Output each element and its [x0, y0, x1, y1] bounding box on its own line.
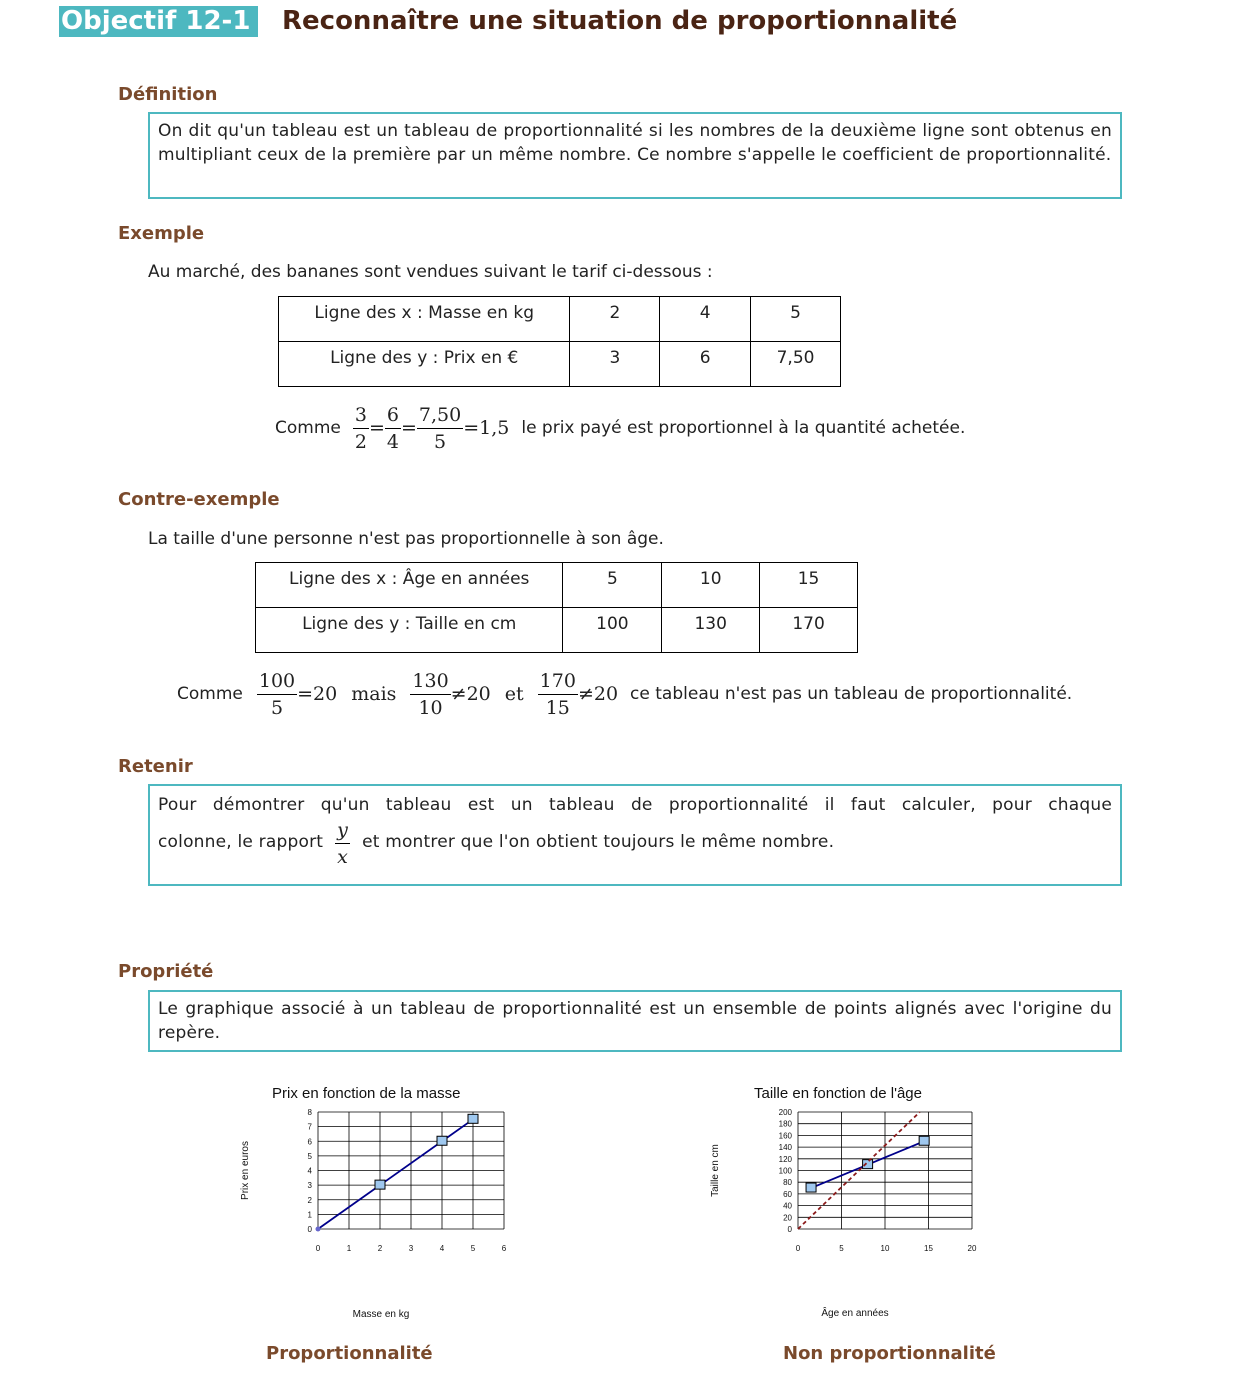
retain-text-2b: et montrer que l'on obtient toujours le même nombre. — [362, 832, 835, 853]
counter-table — [255, 562, 858, 653]
y-tick-label: 40 — [783, 1201, 792, 1211]
property-box — [148, 990, 1122, 1052]
x-tick-label: 5 — [470, 1244, 476, 1253]
y-axis-label: Taille en cm — [710, 1144, 721, 1197]
y-tick-label: 0 — [307, 1225, 312, 1234]
y-axis-label: Prix en euros — [240, 1141, 251, 1200]
definition-heading: Définition — [118, 84, 218, 105]
fraction: $\frac{6}{4}$ — [386, 403, 399, 453]
y-tick-label: 0 — [787, 1225, 792, 1234]
series-line — [318, 1119, 473, 1229]
example-conclusion: le prix payé est proportionnel à la quantité achetée. — [521, 418, 966, 438]
fraction: $\frac{130}{10}$ — [412, 669, 449, 719]
y-tick-label: 200 — [778, 1108, 792, 1117]
data-point — [375, 1180, 385, 1189]
x-axis-label: Masse en kg — [352, 1309, 410, 1320]
counter-formula — [177, 666, 1072, 722]
et-label: et — [504, 683, 524, 705]
y-tick-label: 80 — [783, 1178, 792, 1188]
property-text: Le graphique associé à un tableau de proportionnalité est un ensemble de points alignés avec l'origine du repère. — [158, 999, 1112, 1043]
retain-text-1: Pour démontrer qu'un tableau est un tableau de proportionnalité il faut calculer, pour chaque — [158, 795, 1112, 815]
y-tick-label: 5 — [307, 1151, 312, 1161]
x-tick-label: 1 — [346, 1244, 352, 1253]
table-cell: 100 — [563, 608, 662, 653]
retain-heading: Retenir — [118, 756, 193, 777]
table-cell: 4 — [660, 297, 751, 342]
data-point — [316, 1227, 321, 1232]
counter-conclusion: ce tableau n'est pas un tableau de proportionnalité. — [630, 684, 1073, 704]
equals-sign: = — [400, 417, 417, 439]
y-tick-label: 120 — [778, 1154, 792, 1164]
y-tick-label: 4 — [307, 1166, 312, 1176]
x-tick-label: 10 — [880, 1244, 890, 1253]
example-intro: Au marché, des bananes sont vendues suivant le tarif ci-dessous : — [148, 262, 713, 282]
fraction: $\frac{170}{15}$ — [539, 669, 576, 719]
y-tick-label: 1 — [307, 1210, 312, 1220]
table-cell: 7,50 — [751, 342, 841, 387]
table-cell: 5 — [751, 297, 841, 342]
relation: ≠20 — [577, 683, 619, 705]
y-tick-label: 3 — [307, 1181, 312, 1191]
table-cell: Ligne des y : Taille en cm — [256, 608, 563, 653]
relation: ≠20 — [450, 683, 491, 705]
fraction: $\frac{7,50}{5}$ — [418, 403, 462, 453]
objective-badge: Objectif 12-1 — [59, 6, 258, 37]
y-tick-label: 140 — [778, 1143, 792, 1153]
table-cell: 2 — [570, 297, 660, 342]
caption-non-proportional: Non proportionnalité — [783, 1343, 996, 1364]
chart-taille-age — [700, 1080, 1000, 1330]
comme-label: Comme — [177, 684, 243, 704]
definition-text: On dit qu'un tableau est un tableau de proportionnalité si les nombres de la deuxième ligne sont obtenus en multipliant ceux de la première par un même nombre. Ce nombre s'appelle le coefficient de proportionnalité. — [158, 121, 1112, 165]
table-cell: 3 — [570, 342, 660, 387]
comme-label: Comme — [275, 418, 341, 438]
y-tick-label: 100 — [778, 1166, 792, 1176]
table-cell: 15 — [760, 563, 858, 608]
y-tick-label: 6 — [307, 1137, 312, 1147]
y-tick-label: 8 — [307, 1108, 312, 1117]
table-row — [256, 608, 858, 653]
table-cell: 6 — [660, 342, 751, 387]
x-tick-label: 5 — [839, 1244, 844, 1253]
table-row — [279, 297, 841, 342]
data-point — [863, 1160, 873, 1169]
table-cell: Ligne des y : Prix en € — [279, 342, 570, 387]
mais-label: mais — [351, 683, 397, 705]
x-tick-label: 6 — [501, 1244, 507, 1253]
y-tick-label: 60 — [783, 1189, 792, 1199]
equals-sign: = — [368, 417, 385, 439]
chart-title: Prix en fonction de la masse — [272, 1085, 461, 1102]
x-tick-label: 2 — [377, 1244, 383, 1253]
ratio-fraction: $\frac{y}{x}$ — [337, 818, 349, 868]
data-point — [468, 1114, 478, 1123]
chart-prix-masse — [230, 1080, 530, 1330]
x-axis-label: Âge en années — [821, 1308, 889, 1319]
fraction: $\frac{3}{2}$ — [354, 403, 367, 453]
data-point — [919, 1136, 929, 1145]
table-cell: 130 — [662, 608, 760, 653]
data-point — [806, 1183, 816, 1192]
x-tick-label: 20 — [967, 1244, 977, 1253]
table-cell: 5 — [563, 563, 662, 608]
x-tick-label: 15 — [924, 1244, 933, 1253]
x-tick-label: 0 — [795, 1244, 801, 1253]
counter-intro: La taille d'une personne n'est pas proportionnelle à son âge. — [148, 529, 664, 549]
table-cell: Ligne des x : Masse en kg — [279, 297, 570, 342]
table-row — [256, 563, 858, 608]
result: =1,5 — [463, 417, 510, 439]
data-point — [437, 1136, 447, 1145]
retain-box — [148, 784, 1122, 886]
counter-heading: Contre-exemple — [118, 489, 280, 510]
y-tick-label: 2 — [307, 1195, 312, 1205]
fraction: $\frac{100}{5}$ — [258, 669, 296, 719]
x-tick-label: 3 — [408, 1244, 414, 1253]
y-tick-label: 7 — [307, 1122, 312, 1132]
example-table — [278, 296, 841, 387]
x-tick-label: 4 — [439, 1244, 445, 1253]
table-cell: 170 — [760, 608, 858, 653]
y-tick-label: 20 — [783, 1213, 792, 1223]
definition-box — [148, 112, 1122, 199]
chart-title: Taille en fonction de l'âge — [754, 1085, 922, 1102]
y-tick-label: 160 — [778, 1131, 792, 1141]
y-tick-label: 180 — [778, 1119, 792, 1129]
example-formula — [275, 400, 965, 456]
x-tick-label: 0 — [315, 1244, 321, 1253]
property-heading: Propriété — [118, 961, 214, 982]
retain-text-2a: colonne, le rapport — [158, 832, 324, 853]
page-title: Reconnaître une situation de proportionnalité — [282, 6, 958, 36]
table-row — [279, 342, 841, 387]
table-cell: 10 — [662, 563, 760, 608]
caption-proportional: Proportionnalité — [266, 1343, 433, 1364]
table-cell: Ligne des x : Âge en années — [256, 563, 563, 608]
example-heading: Exemple — [118, 223, 205, 244]
relation: =20 — [297, 683, 338, 705]
